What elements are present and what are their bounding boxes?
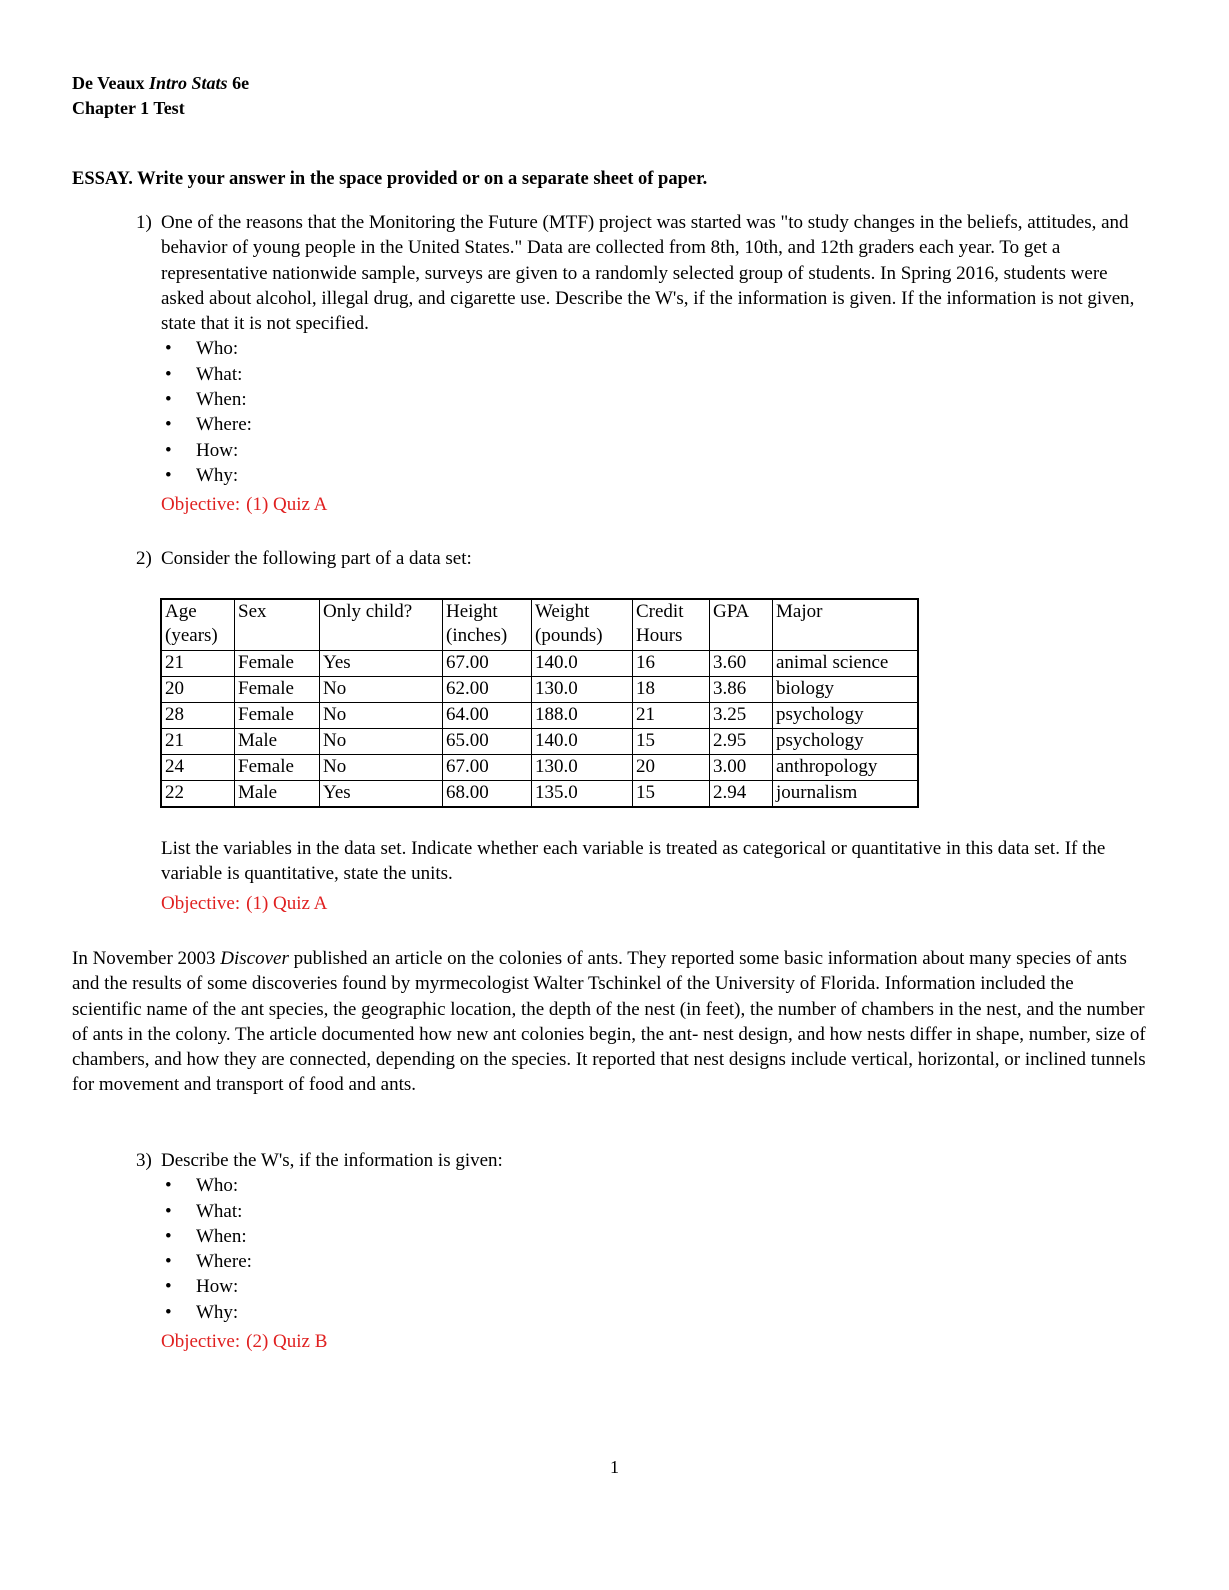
question-intro: Consider the following part of a data set: xyxy=(161,548,472,569)
column-header: GPA xyxy=(710,599,773,651)
table-row xyxy=(161,755,918,781)
table-cell: 140.0 xyxy=(532,651,633,677)
table-cell: Yes xyxy=(320,781,443,808)
question-1 xyxy=(136,210,1146,518)
table-cell: 3.00 xyxy=(710,755,773,781)
table-cell: 28 xyxy=(161,703,235,729)
objective-value: (1) Quiz A xyxy=(246,892,328,914)
table-cell: Male xyxy=(235,781,320,808)
title-book: Intro Stats xyxy=(149,73,228,93)
w-item: • Why: xyxy=(161,1300,1146,1325)
table-cell: 15 xyxy=(633,729,710,755)
table-cell: Female xyxy=(235,703,320,729)
w-item: • When: xyxy=(161,387,1146,412)
table-cell: 188.0 xyxy=(532,703,633,729)
table-cell: Female xyxy=(235,677,320,703)
table-cell: biology xyxy=(773,677,919,703)
data-table xyxy=(160,598,919,808)
table-cell: 68.00 xyxy=(443,781,532,808)
objective-label: Objective: xyxy=(161,494,241,516)
question-number: 3) xyxy=(136,1150,152,1171)
table-cell: Male xyxy=(235,729,320,755)
table-cell: 24 xyxy=(161,755,235,781)
table-cell: 2.94 xyxy=(710,781,773,808)
w-item: • How: xyxy=(161,438,1146,463)
objective-label: Objective: xyxy=(161,892,241,914)
table-cell: 135.0 xyxy=(532,781,633,808)
title-author: De Veaux xyxy=(72,73,150,93)
table-row xyxy=(161,781,918,808)
document-title xyxy=(72,70,249,96)
table-cell: 62.00 xyxy=(443,677,532,703)
table-cell: anthropology xyxy=(773,755,919,781)
table-cell: 18 xyxy=(633,677,710,703)
question-number: 1) xyxy=(136,212,152,233)
table-header-row xyxy=(161,599,918,651)
table-cell: No xyxy=(320,755,443,781)
question-3 xyxy=(136,1148,1146,1354)
table-cell: 21 xyxy=(633,703,710,729)
table-row xyxy=(161,677,918,703)
table-cell: 67.00 xyxy=(443,755,532,781)
w-item: • Where: xyxy=(161,412,1146,437)
table-cell: 3.60 xyxy=(710,651,773,677)
table-cell: 140.0 xyxy=(532,729,633,755)
title-edition: 6e xyxy=(227,73,250,93)
table-cell: 2.95 xyxy=(710,729,773,755)
column-header: Sex xyxy=(235,599,320,651)
question-number: 2) xyxy=(136,548,152,569)
table-cell: No xyxy=(320,703,443,729)
table-cell: 130.0 xyxy=(532,755,633,781)
table-cell: 21 xyxy=(161,651,235,677)
table-cell: 21 xyxy=(161,729,235,755)
table-cell: Female xyxy=(235,651,320,677)
objective-label: Objective: xyxy=(161,1331,241,1353)
w-item: • Where: xyxy=(161,1249,1146,1274)
w-list xyxy=(161,1173,1146,1325)
table-cell: 65.00 xyxy=(443,729,532,755)
w-item: • What: xyxy=(161,362,1146,387)
table-cell: 22 xyxy=(161,781,235,808)
column-header: Credit Hours xyxy=(633,599,710,651)
table-cell: Yes xyxy=(320,651,443,677)
column-header: Age (years) xyxy=(161,599,235,651)
table-cell: journalism xyxy=(773,781,919,808)
table-cell: 67.00 xyxy=(443,651,532,677)
question-text: Describe the W's, if the information is given: xyxy=(161,1150,503,1171)
table-cell: 20 xyxy=(161,677,235,703)
table-cell: animal science xyxy=(773,651,919,677)
question-2-prompt xyxy=(136,836,1146,916)
table-cell: 15 xyxy=(633,781,710,808)
page-number: 1 xyxy=(610,1457,619,1477)
ant-passage: In November 2003 Discover published an article on the colonies of ants. They reported some basic information about many species of ants and the results of some discoveries found by myrmecologist Walter Tschinkel of the University of Florida. Information included the scientific name of the ant species, the geographic location, the depth of the nest (in feet), the number of chambers in the nest, and the number of ants in the colony. The article documented how new ant colonies begin, the ant- nest design, and how nests differ in shape, number, size of chambers, and how they are connected, depending on the species. It reported that nest designs include vertical, horizontal, or inclined tunnels for movement and transport of food and ants. xyxy=(72,948,1146,1096)
table-cell: No xyxy=(320,729,443,755)
table-cell: 3.25 xyxy=(710,703,773,729)
objective-note xyxy=(161,492,1146,517)
w-item: • Why: xyxy=(161,463,1146,488)
question-2 xyxy=(136,546,1146,571)
table-row xyxy=(161,703,918,729)
objective-value: (2) Quiz B xyxy=(246,1331,328,1353)
table-row xyxy=(161,729,918,755)
table-cell: 16 xyxy=(633,651,710,677)
column-header: Weight (pounds) xyxy=(532,599,633,651)
essay-instruction: ESSAY. Write your answer in the space provided or on a separate sheet of paper. xyxy=(72,169,708,189)
question-text: List the variables in the data set. Indicate whether each variable is treated as categorical or quantitative in this data set. If the variable is quantitative, state the units. xyxy=(161,838,1106,885)
table-cell: 130.0 xyxy=(532,677,633,703)
w-item: • When: xyxy=(161,1224,1146,1249)
table-cell: 20 xyxy=(633,755,710,781)
column-header: Only child? xyxy=(320,599,443,651)
chapter-title: Chapter 1 Test xyxy=(72,98,185,118)
w-item: • Who: xyxy=(161,336,1146,361)
table-cell: psychology xyxy=(773,729,919,755)
w-item: • What: xyxy=(161,1199,1146,1224)
objective-value: (1) Quiz A xyxy=(246,494,328,516)
table-cell: Female xyxy=(235,755,320,781)
w-item: • How: xyxy=(161,1274,1146,1299)
table-row xyxy=(161,651,918,677)
magazine-name: Discover xyxy=(220,948,289,969)
table-cell: 3.86 xyxy=(710,677,773,703)
table-cell: psychology xyxy=(773,703,919,729)
w-list xyxy=(161,336,1146,488)
objective-note xyxy=(161,1329,1146,1354)
objective-note xyxy=(161,891,1146,916)
question-text: One of the reasons that the Monitoring the Future (MTF) project was started was "to study changes in the beliefs, attitudes, and behavior of young people in the United States." Data are collected from 8th, 10th, and 12th graders each year. To get a representative nationwide sample, surveys are given to a randomly selected group of students. In Spring 2016, students were asked about alcohol, illegal drug, and cigarette use. Describe the W's, if the information is given. If the information is not given, state that it is not specified. xyxy=(161,212,1135,335)
table-cell: 64.00 xyxy=(443,703,532,729)
column-header: Major xyxy=(773,599,919,651)
table-cell: No xyxy=(320,677,443,703)
column-header: Height (inches) xyxy=(443,599,532,651)
w-item: • Who: xyxy=(161,1173,1146,1198)
